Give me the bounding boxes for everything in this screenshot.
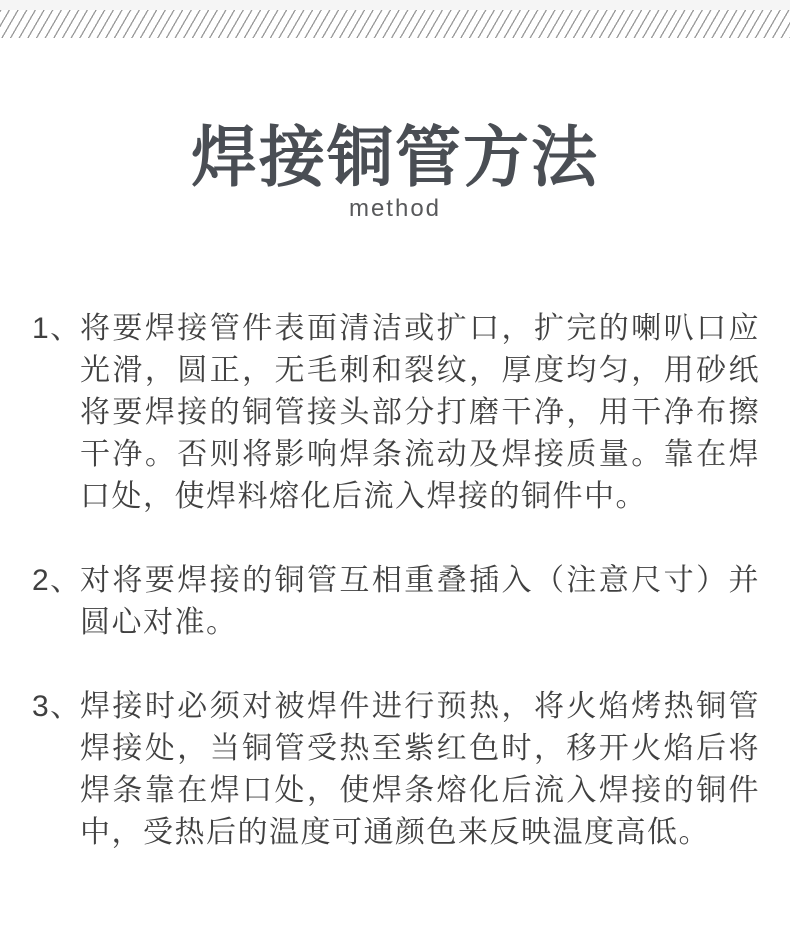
step-item-1 [32,308,760,518]
top-strip [0,0,790,10]
step-text: 对将要焊接的铜管互相重叠插入（注意尺寸）并圆心对准。 [80,564,760,639]
step-text: 将要焊接管件表面清洁或扩口，扩完的喇叭口应光滑，圆正，无毛刺和裂纹，厚度均匀，用砂纸将要焊接的铜管接头部分打磨干净，用干净布擦干净。否则将影响焊条流动及焊接质量。靠在焊口处，使焊料熔化后流入焊接的铜件中。 [80,312,760,513]
steps-list [32,308,760,854]
step-number: 2、 [32,564,82,597]
step-text: 焊接时必须对被焊件进行预热，将火焰烤热铜管焊接处，当铜管受热至紫红色时，移开火焰后将焊条靠在焊口处，使焊条熔化后流入焊接的铜件中，受热后的温度可通颜色来反映温度高低。 [80,690,760,849]
page-subtitle: method [348,195,442,222]
step-item-3 [32,686,760,854]
header [0,122,790,222]
step-number: 3、 [32,690,82,723]
step-number: 1、 [32,312,82,345]
step-item-2 [32,560,760,644]
hatch-divider [0,10,790,38]
page-title: 焊接铜管方法 [191,120,599,194]
